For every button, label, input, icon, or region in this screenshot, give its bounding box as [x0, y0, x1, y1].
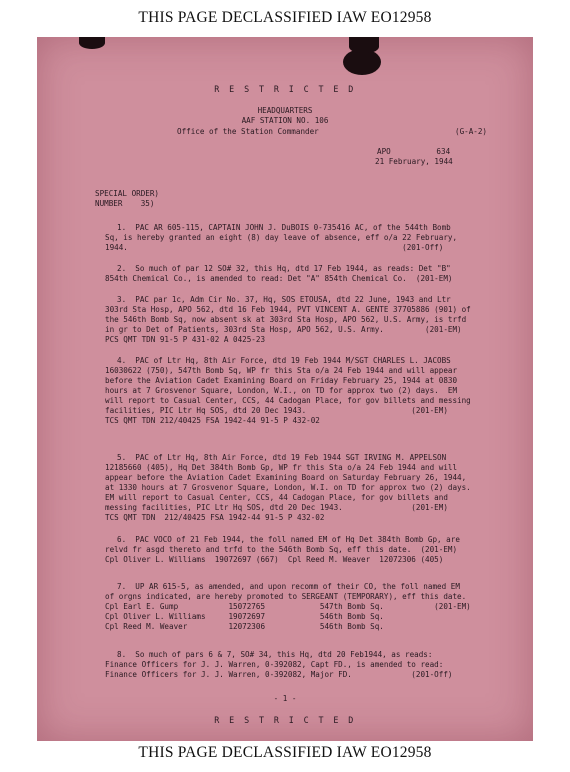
classification-bottom: R E S T R I C T E D [214, 715, 356, 725]
apo-number: APO 634 [377, 147, 451, 156]
office-title: Office of the Station Commander [177, 127, 319, 136]
page-number: - 1 - [273, 694, 297, 703]
paragraph-line: 16030622 (750), 547th Bomb Sq, WP fr this Sta o/a 24 Feb 1944 and will appear [105, 366, 458, 375]
paragraph-line: EM will report to Casual Center, CCS, 44 Cadogan Place, for gov billets and [105, 493, 448, 502]
paragraph-line: before the Aviation Cadet Examining Board on Friday February 25, 1944 at 0830 [105, 376, 458, 385]
classification-top: R E S T R I C T E D [214, 84, 356, 94]
declassified-banner-bottom: THIS PAGE DECLASSIFIED IAW EO12958 [138, 744, 432, 761]
document-page [37, 37, 533, 741]
paragraph-line: will report to Casual Center, CCS, 44 Cadogan Place, for gov billets and messing [105, 396, 471, 405]
ink-blot-left [79, 37, 105, 49]
paragraph-line: 303rd Sta Hosp, APO 562, dtd 16 Feb 1944, PVT VINCENT A. GENTE 37705886 (901) of [105, 305, 471, 314]
paragraph-line: Finance Officers for J. J. Warren, 0-392082, Major FD. (201-Off) [105, 670, 453, 679]
paragraph-line: 2. So much of par 12 SO# 32, this Hq, dtd 17 Feb 1944, as reads: Det "B" [117, 264, 451, 273]
special-order-label: SPECIAL ORDER) [95, 189, 160, 198]
paragraph-line: of orgns indicated, are hereby promoted to SERGEANT (TEMPORARY), eff this date. [105, 592, 467, 601]
paragraph-line: Sq, is hereby granted an eight (8) day leave of absence, eff o/a 22 February, [105, 233, 458, 242]
paragraph-line: relvd fr asgd thereto and trfd to the 546th Bomb Sq, eff this date. (201-EM) [105, 545, 458, 554]
paragraph-line: Cpl Reed M. Weaver 12072306 546th Bomb Sq. [105, 622, 384, 631]
order-date: 21 February, 1944 [375, 157, 453, 166]
paragraph-line: Cpl Oliver L. Williams 19072697 (667) Cpl Reed M. Weaver 12072306 (405) [105, 555, 444, 564]
paragraph-line: 4. PAC of Ltr Hq, 8th Air Force, dtd 19 Feb 1944 M/SGT CHARLES L. JACOBS [117, 356, 451, 365]
paragraph-line: 3. PAC par 1c, Adm Cir No. 37, Hq, SOS ETOUSA, dtd 22 June, 1943 and Ltr [117, 295, 451, 304]
paragraph-line: facilities, PIC Ltr Hq SOS, dtd 20 Dec 1943. (201-EM) [105, 406, 448, 415]
paragraph-line: 6. PAC VOCO of 21 Feb 1944, the foll named EM of Hq Det 384th Bomb Gp, are [117, 535, 460, 544]
paragraph-line: 12185660 (405), Hq Det 384th Bomb Gp, WP fr this Sta o/a 24 Feb 1944 and will [105, 463, 458, 472]
station-name: AAF STATION NO. 106 [241, 116, 329, 125]
ink-blot-right-top [349, 37, 379, 53]
paragraph-line: messing facilities, PIC Ltr Hq SOS, dtd 20 Dec 1943. (201-EM) [105, 503, 448, 512]
paragraph-line: at 1330 hours at 7 Grosvenor Square, London, W.I. on TD for approx two (2) days. [105, 483, 471, 492]
paragraph-line: TCS QMT TDN 212/40425 FSA 1942-44 91-5 P 432-02 [105, 416, 320, 425]
declassified-banner-top: THIS PAGE DECLASSIFIED IAW EO12958 [138, 9, 432, 26]
paragraph-line: Finance Officers for J. J. Warren, 0-392082, Capt FD., is amended to read: [105, 660, 444, 669]
paragraph-line: TCS QMT TDN 212/40425 FSA 1942-44 91-5 P 432-02 [105, 513, 325, 522]
paragraph-line: PCS QMT TDN 91-5 P 431-02 A 0425-23 [105, 335, 266, 344]
paragraph-line: 1. PAC AR 605-115, CAPTAIN JOHN J. DuBOIS 0-735416 AC, of the 544th Bomb [117, 223, 451, 232]
paragraph-line: the 546th Bomb Sq, now absent sk at 303rd Sta Hosp, APO 562, U.S. Army, is trfd [105, 315, 467, 324]
paragraph-line: in gr to Det of Patients, 303rd Sta Hosp, APO 562, U.S. Army. (201-EM) [105, 325, 462, 334]
paragraph-line: Cpl Oliver L. Williams 19072697 546th Bomb Sq. [105, 612, 384, 621]
paragraph-line: Cpl Earl E. Gump 15072765 547th Bomb Sq. (201-EM) [105, 602, 471, 611]
paragraph-line: 1944. (201-Off) [105, 243, 444, 252]
file-reference: (G-A-2) [455, 127, 488, 136]
paragraph-line: 7. UP AR 615-5, as amended, and upon recomm of their CO, the foll named EM [117, 582, 460, 591]
headquarters-title: HEADQUARTERS [257, 106, 313, 115]
paragraph-line: 854th Chemical Co., is amended to read: Det "A" 854th Chemical Co. (201-EM) [105, 274, 453, 283]
paragraph-line: appear before the Aviation Cadet Examining Board on Saturday February 26, 1944, [105, 473, 467, 482]
paragraph-line: hours at 7 Grosvenor Square, London, W.I., on TD for approx two (2) days. EM [105, 386, 458, 395]
paragraph-line: 5. PAC of Ltr Hq, 8th Air Force, dtd 19 Feb 1944 SGT IRVING M. APPELSON [117, 453, 447, 462]
order-number: NUMBER 35) [95, 199, 155, 208]
paragraph-line: 8. So much of pars 6 & 7, SO# 34, this Hq, dtd 20 Feb1944, as reads: [117, 650, 433, 659]
